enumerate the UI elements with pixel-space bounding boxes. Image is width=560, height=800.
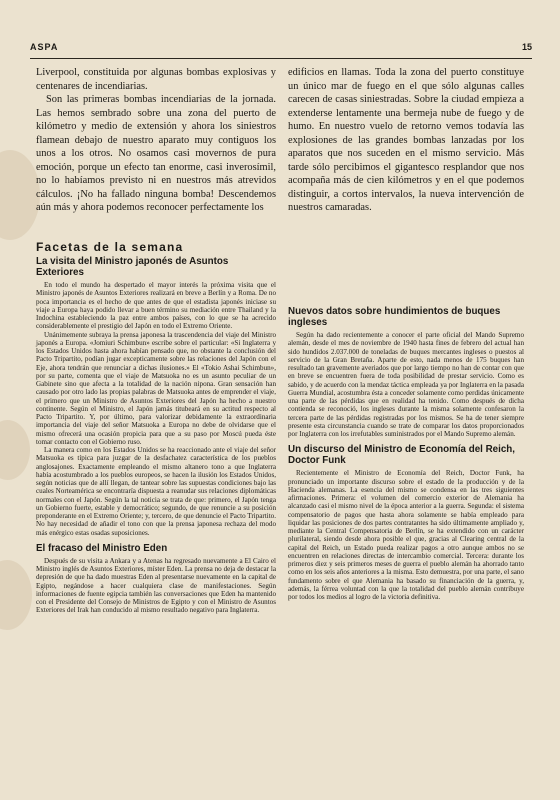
paragraph: En todo el mundo ha despertado el mayor interés la próxima visita que el Ministro japonés de Asuntos Exteriores realizará en breve a Berlín y a Roma. De no poca importancia es el hecho de que antes de que el estadista japonés iniciase su viaje a Europa haya podido llevar a buen término su mediación entre Thailand y la Indochina estableciendo la paz entre ambos países, con lo que se ha acrecido considerablemente el prestigio del Japón en todo el Extremo Oriente. (36, 281, 276, 331)
paragraph: Después de su visita a Ankara y a Atenas ha regresado nuevamente a El Cairo el Ministro inglés de Asuntos Exteriores, míster Eden. La prensa no deja de destacar la depresión de que ha dado muestras Eden al presentarse nuevamente en la capital de Egipto, negándose a hacer cualquiera clase de manifestaciones. Según informaciones de fuente egipcia también las conversaciones que Eden ha mantenido con el Presidente del Consejo de Ministros de Egipto y con el Ministro de Asuntos Exteriores del Irak han conducido al mismo resultado negativo para Inglaterra. (36, 556, 276, 615)
magazine-name: ASPA (30, 42, 59, 52)
article-heading: La visita del Ministro japonés de Asuntos Exteriores (36, 256, 229, 278)
top-right-column (288, 66, 524, 215)
running-header (30, 42, 532, 56)
paragraph: Recientemente el Ministro de Economía del Reich, Doctor Funk, ha pronunciado un importante discurso sobre el estado de la producción y de la Hacienda alemanas. La esencia del mismo se condensa en las tres siguientes afirmaciones. Primera: el volumen del comercio exterior de Alemania ha alcanzado casi el mismo nivel de la época anterior a la guerra. Segunda: el sistema compensatorio de pagos que hasta ahora solamente se había empleado para liquidar las posiciones de dos partes contratantes ha sido últimamente ampliado y, mediante la Central Compensatoria de Berlín, se ha extendido con un carácter plurilateral, siendo desde ahora posible el que, gracias al Clearing central de la capital del Reich, un Estado pueda realizar pagos a otro aunque ambos no se encuentren en relaciones directas de intercambio comercial. Tercera: durante los primeros diez y seis primeros meses de guerra el pueblo alemán ha ahorrado tanto como en los seis años anteriores a la misma. Esto demuestra, por una parte, el sano fundamento sobre el que Alemania ha basado su financiación de la guerra, y, además, la férrea voluntad con la que la totalidad del pueblo alemán contribuye por todos los medios al logro de la victoria definitiva. (288, 469, 524, 601)
article-heading: Un discurso del Ministro de Economía del Reich, Doctor Funk (288, 444, 516, 467)
article-heading: El fracaso del Ministro Eden (36, 542, 168, 554)
paragraph: La manera como en los Estados Unidos se ha reaccionado ante el viaje del señor Matsuoka es típica para juzgar de la desfachatez característica de los pueblos anglosajones. Exactamente empleando el mismo altanero tono a que Inglaterra había acostumbrado a los pueblos europeos, se hacen la ilusión los Estados Unidos, según noticias que de allí llegan, de tantear sobre las supuestas condiciones bajo las cuales Norteamérica se encontraría dispuesta a reanudar sus relaciones diplomáticas normales con el Japón. Según la tal noticia se trata de que: primero, el Japón tenga un Gobierno fuerte, estable y democrático; segundo, de que renuncie a su posición preponderante en el Extremo Oriente; y, tercero, de que denuncie el Pacto Tripartito. No hay necesidad de añadir el tono con que la prensa japonesa rechaza del modo más enérgico estas osadas suposiciones. (36, 446, 276, 537)
header-rule (30, 58, 532, 59)
paragraph: Unánimemente subraya la prensa japonesa la trascendencia del viaje del Ministro japonés a Europa. «Jomiuri Schimbun» escribe sobre el particular: «Si Inglaterra y los Estados Unidos hasta ahora habían pensado que, no obstante la conclusión del Pacto Tripartito, podían jugar excepticamente sobre las relaciones del Japón con el Eje, ahora tendrán que renunciar a dichas ilusiones.» El «Tokio Ashai Schimbun», por su parte, comenta que el viaje de Matsuoka no es un asunto peculiar de un Gabinete sino que afecta a la totalidad de la nación nipona. Gran sensación han causado por otro lado las propias palabras de Matsuoka antes de emprender el viaje, el primero que un Ministro de Asuntos Exteriores del Japón ha hecho a nuestro continente. Según el Ministro, el Japón jamás titubeará en su actitud respecto al Pacto Tripartito. Y, por último, para valorizar debidamente la extraordinaria importancia del viaje del señor Matsuoka a Europa no debe de olvidarse que el mismo ofrecerá una ocasión propicia para que a su paso por Moscú pueda éste tomar contacto con el Gobierno ruso. (36, 330, 276, 446)
paragraph: edificios en llamas. Toda la zona del puerto constituye un único mar de fuego en el que sólo algunas calles carecen de casas siniestradas. Sobre la ciudad empieza a extenderse lentamente una bermeja nube de fuego y de humo. En nuestro vuelo de retorno vemos todavía las explosiones de las grandes bombas lanzadas por los aparatos que nos suceden en el mismo servicio. Más tarde sólo percibimos el gigantesco resplandor que nos acompaña más de cien kilómetros y en el que podemos distinguir, a cortos intervalos, la nueva intervención de nuestros camaradas. (288, 67, 524, 213)
paragraph: Son las primeras bombas incendiarias de la jornada. Las hemos sembrado sobre una zona del puerto de kilómetro y medio de extensión y ahora los siniestros flamean debajo de nuestro aparato muy contiguos los unos a los otros. No osamos casi movernos de pura emoción, porque un efecto tan enorme, casi inverosímil, no lo habíamos previsto ni en nuestros más atrevidos cálculos. ¡No ha fallado ninguna bomba! Descendemos aún más y ahora podemos reconocer perfectamente los (36, 94, 276, 213)
paragraph: Liverpool, constituida por algunas bombas explosivas y centenares de incendiarias. (36, 67, 276, 92)
paper-stain (0, 560, 32, 630)
section-title: Facetas de la semana (36, 240, 184, 254)
article-heading: Nuevos datos sobre hundimientos de buques ingleses (288, 306, 501, 328)
top-left-column (36, 66, 276, 215)
paper-stain (0, 150, 40, 240)
lower-left-column (36, 256, 276, 615)
lower-right-column (288, 306, 524, 601)
paper-stain (0, 420, 30, 480)
page-number: 15 (521, 42, 532, 52)
paragraph: Según ha dado recientemente a conocer el parte oficial del Mando Supremo alemán, desde el mes de noviembre de 1940 hasta fines de febrero del actual han sido hundidos 2.037.000 de toneladas de buques mercantes ingleses o puestos al servicio de la Gran Bretaña. Aparte de esto, nada menos de 175 buques han resultado tan gravemente averiados que por largo tiempo no han de contar con que en breve se encuentren fuera de toda posibilidad de prestar servicio. Como es sabido, y de acuerdo con la mendaz táctica empleada ya por Inglaterra en la pasada Guerra Mundial, acostumbra ésta a conceder solamente como perdidas únicamente una parte de las pérdidas que en realidad ha tenido. Como después de dicha contienda se reconoció, los ingleses durante la misma solamente confesaron la tercera parte de las pérdidas registradas por los mismos. Se ha de tener siempre presente esta circunstancia cuando se trate de comparar los datos proporcionados por Inglaterra con los irrefutables suministrados por el Mando Supremo alemán. (288, 331, 524, 438)
